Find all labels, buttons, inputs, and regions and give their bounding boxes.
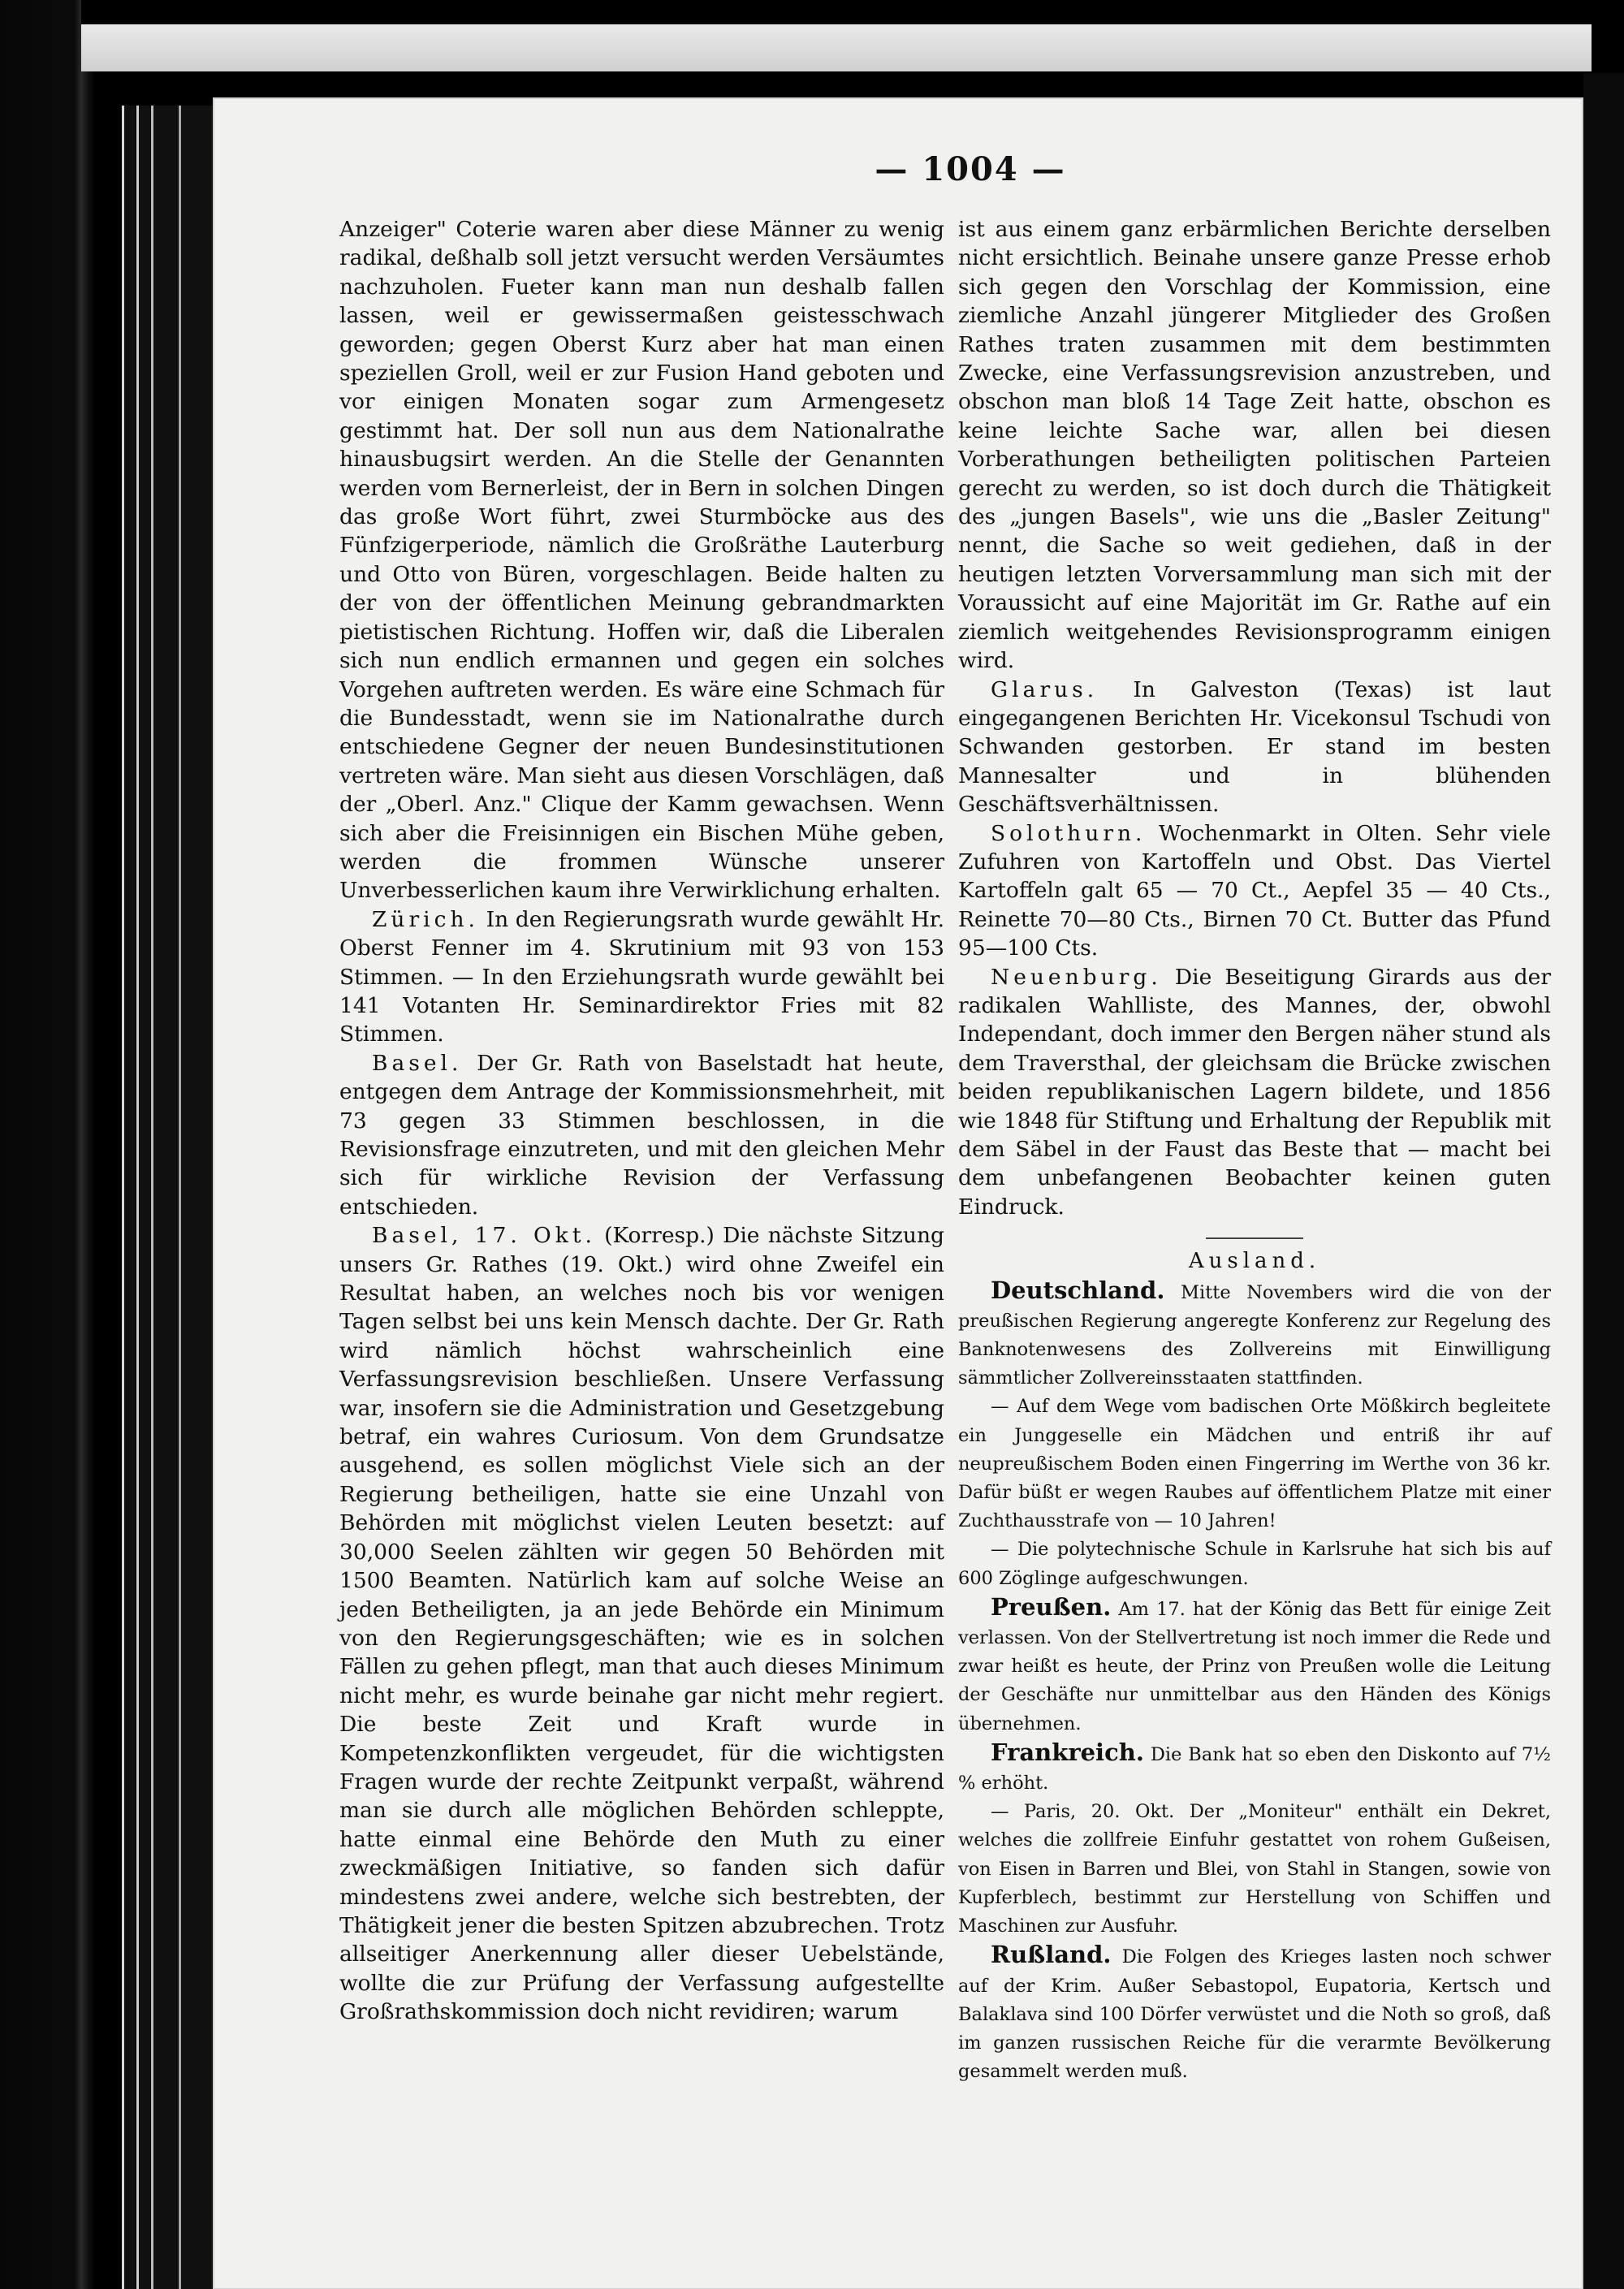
news-item: Deutschland. Mitte Novembers wird die von der preußischen Regierung angeregte Konferenz zur Regelung des Banknotenwesens des Zollvereins mit Einwilligung sämmtlicher Zollvereinsstaaten stattfinden. [958,1276,1551,1389]
country-heading: Deutschland. [991,1276,1165,1304]
scanner-border-right [1583,73,1624,2289]
page-edge [151,106,178,2289]
right-column [958,215,1551,2086]
news-item: — Paris, 20. Okt. Der „Moniteur" enthält ein Dekret, welches die zollfreie Einfuhr gestattet von rohem Gußeisen, von Eisen in Barren und Blei, von Stahl in Stangen, sowie von Kupferblech, bestimmt zur Herstellung von Schiffen und Maschinen zur Ausfuhr. [958,1801,1551,1937]
page-edge [136,106,150,2289]
page-number: — 1004 — [875,150,1066,188]
country-heading: Preußen. [991,1592,1112,1621]
place-lead: Zürich. [372,906,479,932]
country-heading: Frankreich. [991,1738,1144,1766]
place-lead: Neuenburg. [991,964,1162,990]
place-lead: Basel, 17. Okt. [372,1223,596,1249]
book-cover-edge [81,24,1592,71]
article-paragraph: Zürich. In den Regierungsrath wurde gewählt Hr. Oberst Fenner im 4. Skrutinium mit 93 von 153 Stimmen. — In den Erziehungsrath wurde gewählt bei 141 Votanten Hr. Seminardirektor Fries mit 82 Stimmen. [339,906,944,1047]
article-paragraph: Basel, 17. Okt. (Korresp.) Die nächste Sitzung unsers Gr. Rathes (19. Okt.) wird ohne Zweifel ein Resultat haben, an welches noch bis vor wenigen Tagen selbst bei uns kein Mensch dachte. Der Gr. Rath wird nämlich höchst wahrscheinlich eine Verfassungsrevision beschließen. Unsere Verfassung war, insofern sie die Administration und Gesetzgebung betraf, ein wahres Curiosum. Von dem Grundsatze ausgehend, es sollen möglichst Viele sich an der Regierung betheiligen, hatte sie eine Unzahl von Behörden mit möglichst vielen Leuten besetzt: auf 30,000 Seelen zählten wir gegen 50 Behörden mit 1500 Beamten. Natürlich kam auf solche Weise an jeden Betheiligten, ja an jede Behörde ein Minimum von den Regierungsgeschäften; wie es in solchen Fällen zu gehen pflegt, man that auch dieses Minimum nicht mehr, es wurde beinahe gar nicht mehr regiert. Die beste Zeit und Kraft wurde in Kompetenzkonflikten vergeudet, für die wichtigsten Fragen wurde der rechte Zeitpunkt verpaßt, während man sie durch alle möglichen Behörden schleppte, hatte einmal eine Behörde den Muth zu einer zweckmäßigen Initiative, so fanden sich dafür mindestens zwei andere, welche sich bestrebten, der Thätigkeit jener die besten Spitzen abzubrechen. Trotz allseitiger Anerkennung aller dieser Uebelstände, wollte die zur Prüfung der Verfassung aufgestellte Großrathskommission doch nicht revidiren; warum [339,1223,944,2025]
article-paragraph: Basel. Der Gr. Rath von Baselstadt hat heute, entgegen dem Antrage der Kommissionsmehrheit, mit 73 gegen 33 Stimmen beschlossen, in die Revisionsfrage einzutreten, und mit den gleichen Mehr sich für wirkliche Revision der Verfassung entschieden. [339,1050,944,1220]
place-lead: Glarus. [991,676,1099,702]
article-paragraph: Solothurn. Wochenmarkt in Olten. Sehr viele Zufuhren von Kartoffeln und Obst. Das Viertel Kartoffeln galt 65 — 70 Ct., Aepfel 35 — 40 Cts., Reinette 70—80 Cts., Birnen 70 Ct. Butter das Pfund 95—100 Cts. [958,820,1551,961]
news-item: — Die polytechnische Schule in Karlsruhe hat sich bis auf 600 Zöglinge aufgeschwungen. [958,1539,1551,1589]
section-divider [1206,1237,1303,1239]
article-paragraph: Anzeiger" Coterie waren aber diese Männer zu wenig radikal, deßhalb soll jetzt versucht werden Versäumtes nachzuholen. Fueter kann man nun deshalb fallen lassen, weil er gewissermaßen geistesschwach geworden; gegen Oberst Kurz aber hat man einen speziellen Groll, weil er zur Fusion Hand geboten und vor einigen Monaten sogar zum Armengesetz gestimmt hat. Der soll nun aus dem Nationalrathe hinausbugsirt werden. An die Stelle der Genannten werden vom Bernerleist, der in Bern in solchen Dingen das große Wort führt, zwei Sturmböcke aus des Fünfzigerperiode, nämlich die Großräthe Lauterburg und Otto von Büren, vorgeschlagen. Beide halten zu der von der öffentlichen Meinung gebrandmarkten pietistischen Richtung. Hoffen wir, daß die Liberalen sich nun endlich ermannen und gegen ein solches Vorgehen auftreten werden. Es wäre eine Schmach für die Bundesstadt, wenn sie im Nationalrathe durch entschiedene Gegner der neuen Bundesinstitutionen vertreten wäre. Man sieht aus diesen Vorschlägen, daß der „Oberl. Anz." Clique der Kamm gewachsen. Wenn sich aber die Freisinnigen ein Bischen Mühe geben, werden die frommen Wünsche unserer Unverbesserlichen kaum ihre Verwirklichung erhalten. [339,217,944,904]
article-paragraph: ist aus einem ganz erbärmlichen Berichte derselben nicht ersichtlich. Beinahe unsere ganze Presse erhob sich gegen den Vorschlag der Kommission, eine ziemliche Anzahl jüngerer Mitglieder des Großen Rathes traten zusammen mit dem bestimmten Zwecke, eine Verfassungsrevision anzustreben, und obschon man bloß 14 Tage Zeit hatte, obschon es keine leichte Sache war, allen bei diesen Vorberathungen betheiligten politischen Parteien gerecht zu werden, so ist doch durch die Thätigkeit des „jungen Basels", wie uns die „Basler Zeitung" nennt, die Sache so weit gediehen, daß in der heutigen letzten Vorversammlung man sich mit der Voraussicht auf eine Majorität im Gr. Rathe auf ein ziemlich weitgehendes Revisionsprogramm einigen wird. [958,217,1551,674]
ausland-section [958,1276,1551,2087]
article-paragraph: Neuenburg. Die Beseitigung Girards aus der radikalen Wahlliste, des Mannes, der, obwohl Independant, doch immer den Bergen näher stund als dem Traversthal, der gleichsam die Brücke zwischen beiden republikanischen Lagern bildete, und 1856 wie 1848 für Stiftung und Erhaltung der Republik mit dem Säbel in der Faust das Beste that — macht bei dem unbefangenen Beobachter keinen guten Eindruck. [958,964,1551,1220]
place-lead: Basel. [372,1050,463,1076]
news-item: Rußland. Die Folgen des Krieges lasten noch schwer auf der Krim. Außer Sebastopol, Eupatoria, Kertsch und Balaklava sind 100 Dörfer verwüstet und die Noth so groß, daß im ganzen russischen Reiche für die verarmte Bevölkerung gesammelt werden muß. [958,1941,1551,2083]
scanner-border-top [81,0,1624,24]
article-paragraph: Glarus. In Galveston (Texas) ist laut eingegangenen Berichten Hr. Vicekonsul Tschudi von Schwanden gestorben. Er stand im besten Mannesalter und in blühenden Geschäftsverhältnissen. [958,676,1551,818]
page-edge [122,106,136,2289]
left-column [339,215,944,2027]
news-item: — Auf dem Wege vom badischen Orte Mößkirch begleitete ein Junggeselle ein Mädchen und entriß ihr auf neupreußischem Boden einen Fingerring im Werthe von 36 kr. Dafür büßt er wegen Raubes auf öffentlichem Platze mit einer Zuchthausstrafe von — 10 Jahren! [958,1396,1551,1532]
page-edge [179,106,214,2289]
country-heading: Rußland. [991,1941,1112,1969]
news-item: Preußen. Am 17. hat der König das Bett für einige Zeit verlassen. Von der Stellvertretung ist noch immer die Rede und zwar heißt es heute, der Prinz von Preußen wolle die Leitung der Geschäfte nur unmittelbar aus den Händen des Königs übernehmen. [958,1592,1551,1734]
news-item: Frankreich. Die Bank hat so eben den Diskonto auf 7½ % erhöht. [958,1738,1551,1794]
place-lead: Solothurn. [991,820,1147,846]
section-heading-ausland: Ausland. [1188,1249,1321,1274]
